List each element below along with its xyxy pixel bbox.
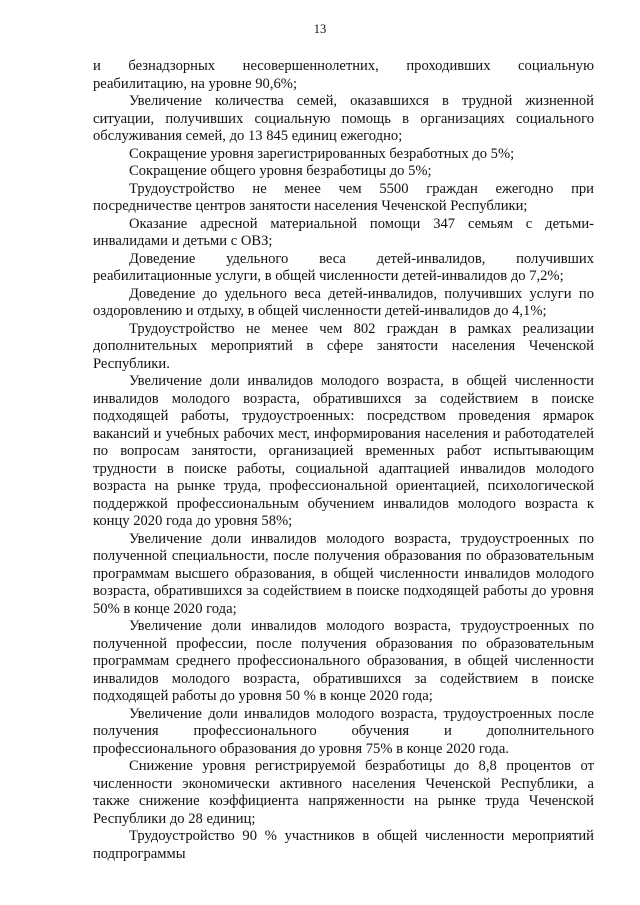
- paragraph-secondary-education-employment: Увеличение доли инвалидов молодого возраста, трудоустроенных по полученной профессии, после получения образования по образовательным программам среднего профессионального образования, в общей численности инвалидов молодого возраста, обратившихся за содействием в поиске подходящей работы до уровня 50 % в конце 2020 года;: [93, 618, 594, 704]
- paragraph-participants-employment: Трудоустройство 90 % участников в общей численности мероприятий подпрограммы: [93, 828, 594, 862]
- paragraph-unemployment-reduction: Снижение уровня регистрируемой безработицы до 8,8 процентов от численности экономически активного населения Чеченской Республики, а также снижение коэффициента напряженности на рынке труда Чеченской Республики до 28 единиц;: [93, 758, 594, 827]
- paragraph-homeless-minors-rehabilitation: и безнадзорных несовершеннолетних, проходивших социальную реабилитацию, на уровне 90,6%;: [93, 58, 594, 92]
- paragraph-material-assistance: Оказание адресной материальной помощи 347 семьям с детьми-инвалидами и детьми с ОВЗ;: [93, 215, 594, 249]
- paragraph-higher-education-employment: Увеличение доли инвалидов молодого возраста, трудоустроенных по полученной специальности, после получения образования по образовательным программам высшего образования, в общей численности инвалидов молодого возраста, обратившихся за содействием в поиске подходящей работы до уровня 50% в конце 2020 года;: [93, 530, 594, 617]
- paragraph-total-unemployment: Сокращение общего уровня безработицы до 5%;: [129, 163, 432, 179]
- paragraph-recreation-services: Доведение до удельного веса детей-инвалидов, получивших услуги по оздоровлению и отдыху, в общей численности детей-инвалидов до 4,1%;: [93, 285, 594, 319]
- paragraph-young-disabled-employment-58: Увеличение доли инвалидов молодого возраста, в общей численности инвалидов молодого возраста, обратившихся за содействием в поиске подходящей работы, трудоустроенных: посредством проведения ярмарок вакансий и учебных рабочих мест, информирования населения и работодателей по вопросам занятости, организацией временных работ испытывающим трудности в поиске работы, социальной адаптацией инвалидов молодого возраста на рынке труда, профессиональной ориентацией, психологической поддержкой профессиональным обучением инвалидов молодого возраста к концу 2020 года до уровня 58%;: [93, 373, 594, 529]
- paragraph-registered-unemployment: Сокращение уровня зарегистрированных безработных до 5%;: [129, 145, 515, 162]
- paragraph-families-social-assistance: Увеличение количества семей, оказавшихся в трудной жизненной ситуации, получивших социальную помощь в организациях социального обслуживания семей, до 13 845 единиц ежегодно;: [93, 93, 594, 144]
- page-number: 13: [313, 22, 327, 36]
- document-body: [93, 58, 594, 863]
- paragraph-vocational-training-employment: Увеличение доли инвалидов молодого возраста, трудоустроенных после получения профессионального обучения и дополнительного профессионального образования до уровня 75% в конце 2020 года.: [93, 705, 594, 757]
- paragraph-employment-5500: Трудоустройство не менее чем 5500 граждан ежегодно при посредничестве центров занятости населения Чеченской Республики;: [93, 180, 594, 214]
- paragraph-rehabilitation-services: Доведение удельного веса детей-инвалидов, получивших реабилитационные услуги, в общей численности детей-инвалидов до 7,2%;: [93, 250, 594, 284]
- paragraph-employment-802: Трудоустройство не менее чем 802 граждан в рамках реализации дополнительных мероприятий в сфере занятости населения Чеченской Республики.: [93, 320, 594, 372]
